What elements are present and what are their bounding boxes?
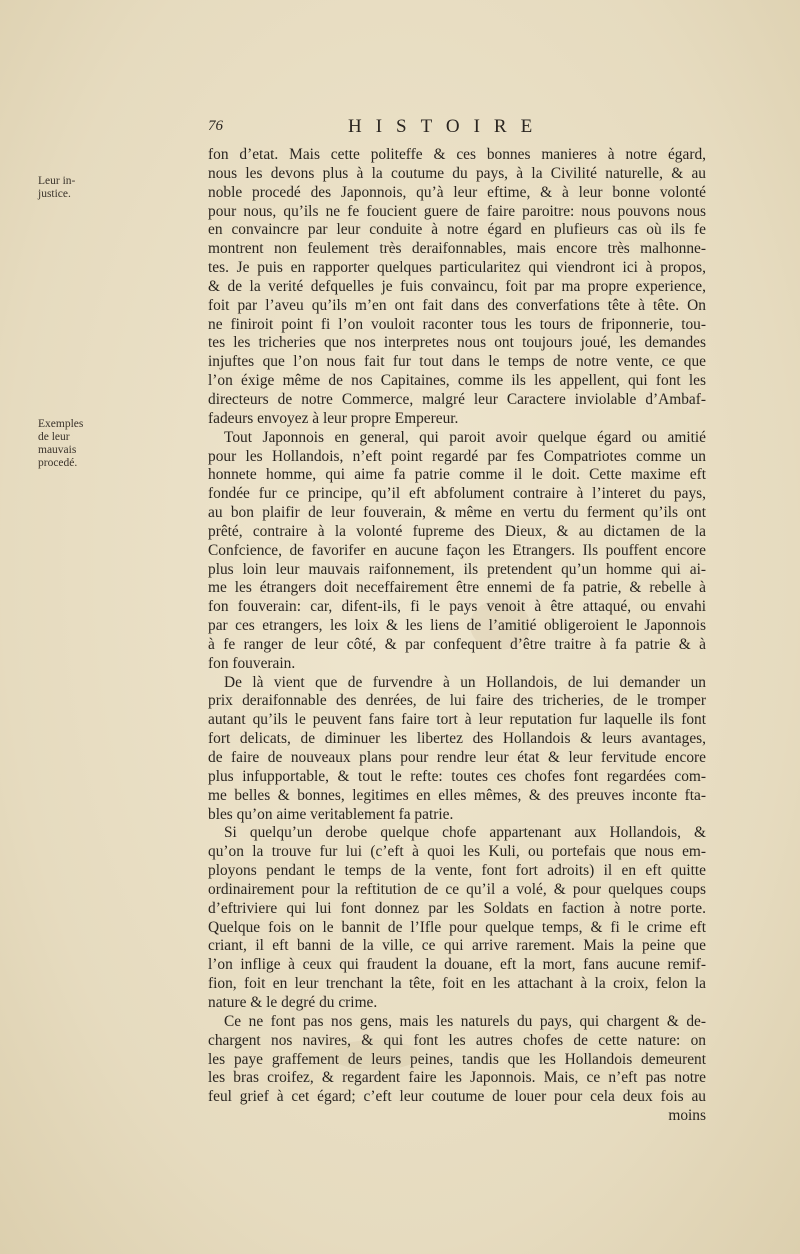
text-line: Ce ne font pas nos gens, mais les naturels du pays, qui chargent & de- <box>224 1012 706 1030</box>
text-line: Confcience, de favorifer en aucune façon les Etrangers. Ils pouffent encore <box>208 541 706 559</box>
text-line: fondée fur ce principe, qu’il eft abfolument contraire à l’interet du pays, <box>208 485 706 503</box>
running-title: HISTOIRE <box>348 116 547 137</box>
text-line: l’on inflige à ceux qui fraudent la douane, eft la mort, fans aucune remif- <box>208 956 706 974</box>
text-line: nous les devons plus à la coutume du pays, à la Civilité naturelle, & au <box>208 164 706 182</box>
margin-note-injustice <box>38 175 108 201</box>
text-line: pour les Hollandois, n’eft point regardé par fes Compatriotes comme un <box>208 447 706 465</box>
text-line: ordinairement pour la reftitution de ce qu’il a volé, & pour quelques coups <box>208 880 706 898</box>
text-line: qu’on la trouve fur lui (c’eft à quoi les Kuli, ou portefais que nous em- <box>208 843 706 861</box>
text-line: au bon plaifir de leur fouverain, & même en vertu du ferment qu’ils ont <box>208 504 706 522</box>
text-line: montrent non feulement très deraifonnables, mais encore très malhonne- <box>208 240 706 258</box>
text-line: bles qu’on aime veritablement fa patrie. <box>208 805 454 823</box>
text-line: par ces etrangers, les loix & les liens de l’amitié obligeroient le Japonnois <box>208 617 706 635</box>
text-line: les paye graffement de leurs peines, tandis que les Hollandois demeurent <box>208 1050 706 1068</box>
text-line: fon fouverain. <box>208 654 296 672</box>
text-line: tes les tricheries que nos interpretes nous ont toujours joué, les demandes <box>208 334 706 352</box>
text-line: & de la verité defquelles je fuis convaincu, foit par ma propre experience, <box>208 277 706 295</box>
text-line: fort delicats, de diminuer les libertez des Hollandois & leurs avantages, <box>208 730 706 748</box>
text-line: l’on éxige même de nos Capitaines, comme ils les appellent, qui font les <box>208 372 706 390</box>
text-line: à fe ranger de leur côté, & par confequent d’être traitre à fa patrie & à <box>208 635 706 653</box>
text-line: plus infupportable, & tout le refte: toutes ces chofes font regardées com- <box>208 767 706 785</box>
text-line: fion, foit en leur trenchant la tête, foit en les attachant à la croix, felon la <box>208 975 706 993</box>
text-line: autant qu’ils le peuvent fans faire tort à leur reputation fur laquelle ils font <box>208 711 706 729</box>
margin-note-examples <box>38 418 108 470</box>
margin-note-line: mauvais <box>38 444 77 456</box>
margin-note-line: justice. <box>38 188 71 200</box>
text-line: ne finiroit point fi l’on vouloit raconter tous les tours de friponnerie, tou- <box>208 315 706 333</box>
text-line: pour nous, qu’ils ne fe foucient guere de faire paroitre: nous pouvons nous <box>208 202 706 220</box>
text-line: me les étrangers doit neceffairement être ennemi de fa patrie, & rebelle à <box>208 579 706 597</box>
text-line: ployons pendant le temps de la vente, font fort adroits) il en eft quitte <box>208 862 706 880</box>
text-line: directeurs de notre Commerce, malgré leur Caractere inviolable d’Ambaf- <box>208 390 706 408</box>
text-line: d’eftriviere qui lui font donnez par les Soldats en faction à notre porte. <box>208 899 706 917</box>
text-line: fon d’etat. Mais cette politeffe & ces bonnes manieres à notre égard, <box>208 146 706 163</box>
text-line: chargent nos navires, & qui font les autres chofes de cette nature: on <box>208 1031 706 1049</box>
text-line: tes. Je puis en rapporter quelques particularitez qui viendront ici à propos, <box>208 259 706 277</box>
page-number: 76 <box>208 118 223 134</box>
text-line: me belles & bonnes, legitimes en elles mêmes, & des preuves inconte fta- <box>208 786 706 804</box>
text-line: injuftes que l’on nous fait fur tout dans le temps de notre vente, ce que <box>208 353 706 371</box>
text-line: en convaincre par leur conduite à notre égard en plufieurs cas où ils fe <box>208 221 706 239</box>
text-line: criant, il eft banni de la ville, ce qui arrive rarement. Mais la peine que <box>208 937 706 955</box>
text-line: de faire de nouveaux plans pour rendre leur état & leur fervitude encore <box>208 749 706 766</box>
margin-note-line: procedé. <box>38 457 78 469</box>
catchword: moins <box>668 1107 706 1125</box>
text-line: les bras croifez, & regardent faire les Japonnois. Mais, ce n’eft pas notre <box>208 1069 706 1087</box>
margin-note-line: Exemples <box>38 418 84 430</box>
text-line: honnete homme, qui aime fa patrie comme il le doit. Cette maxime eft <box>208 466 706 484</box>
text-line: plus loin leur mauvais raifonnement, ils pretendent qu’un homme qui ai- <box>208 560 706 578</box>
text-line: Si quelqu’un derobe quelque chofe appartenant aux Hollandois, & <box>224 824 706 842</box>
text-line: fon fouverain: car, difent-ils, fi le pays venoit à être attaqué, ou envahi <box>208 598 706 616</box>
text-line: Tout Japonnois en general, qui paroit avoir quelque égard ou amitié <box>224 428 706 446</box>
page-header <box>208 118 708 142</box>
body-text <box>208 146 706 1126</box>
margin-note-line: Leur in- <box>38 175 76 187</box>
margin-note-line: de leur <box>38 431 70 443</box>
text-line: Quelque fois on le bannit de l’Ifle pour quelque temps, & fi le crime eft <box>208 918 706 936</box>
text-line: foit par l’aveu qu’ils m’en ont fait dans des converfations tête à tête. On <box>208 296 706 314</box>
text-line: De là vient que de furvendre à un Hollandois, de lui demander un <box>224 673 706 691</box>
text-line: feul grief à cet égard; c’eft leur coutume de louer pour cela deux fois au <box>208 1088 706 1106</box>
text-line: fadeurs envoyez à leur propre Empereur. <box>208 409 459 427</box>
text-line: prêté, contraire à la volonté fupreme des Dieux, & au dictamen de la <box>208 522 706 540</box>
text-line: nature & le degré du crime. <box>208 993 378 1011</box>
text-line: prix deraifonnable des denrées, de lui faire des tricheries, de le tromper <box>208 692 706 710</box>
text-line: noble procedé des Japonnois, qu’à leur eftime, & à leur bonne volonté <box>208 183 706 201</box>
